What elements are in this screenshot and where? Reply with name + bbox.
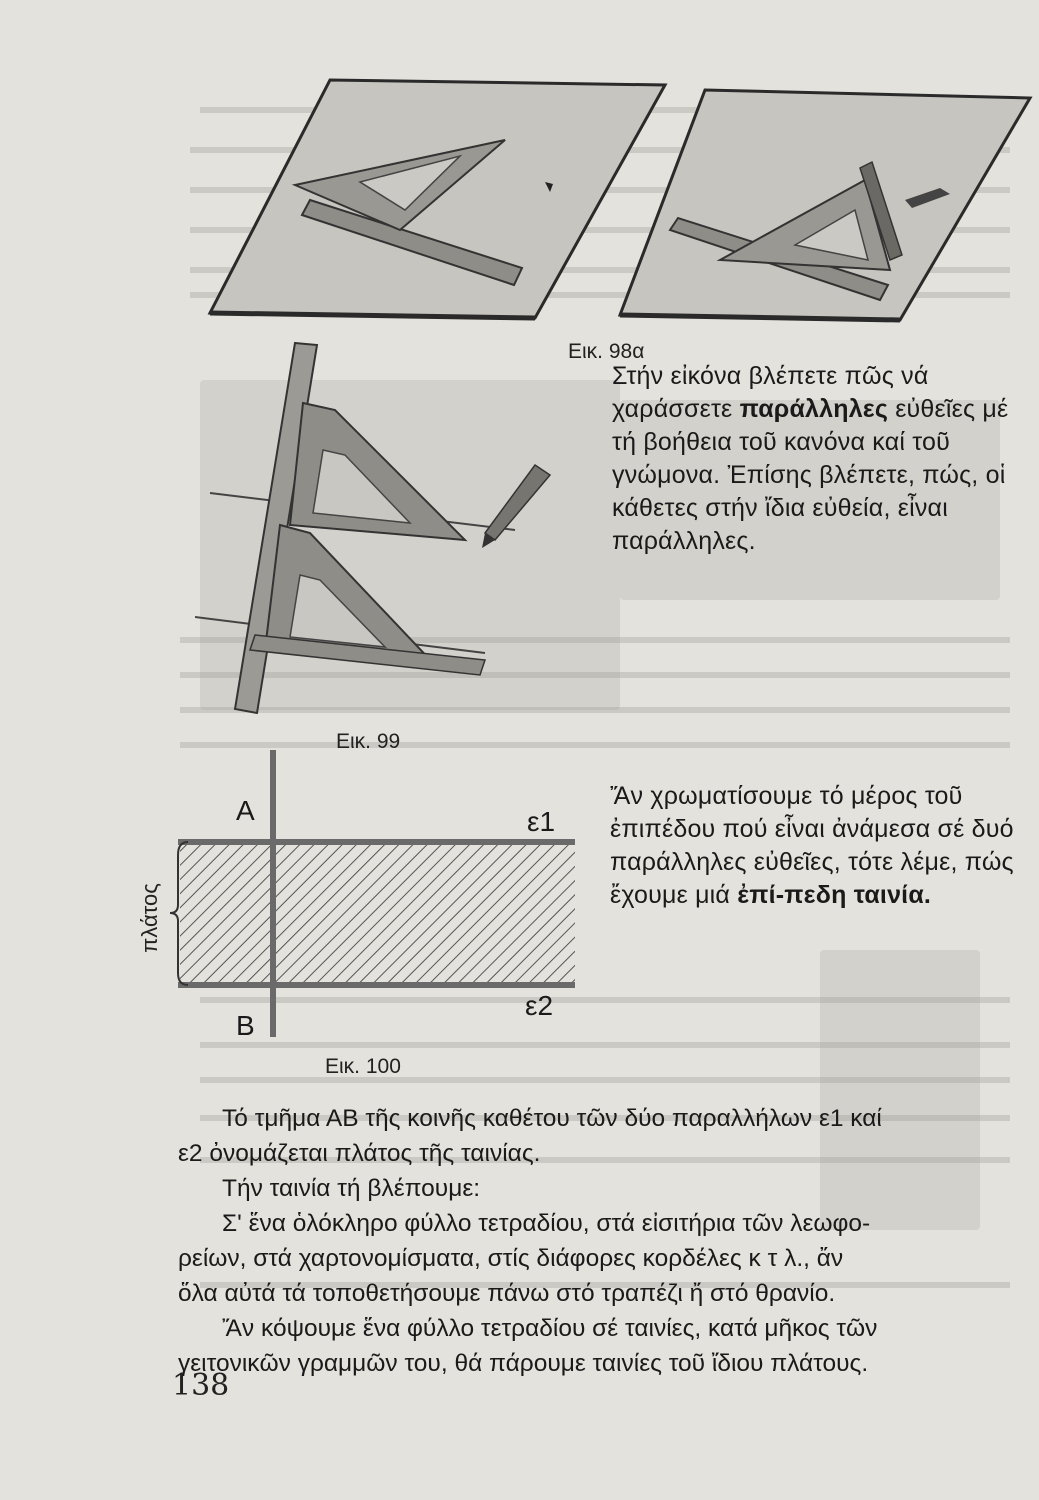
- paragraph-plane-strip: [610, 780, 1030, 912]
- figure-99-caption: Εικ. 99: [336, 730, 401, 753]
- page-number: 138: [172, 1368, 230, 1403]
- body-line-4: Σ' ἕνα ὁλόκληρο φύλλο τετραδίου, στά εἰσιτήρια τῶν λεωφο-: [222, 1210, 871, 1237]
- body-line-5: ρείων, στά χαρτονομίσματα, στίς διάφορες κορδέλες κ τ λ., ἄν: [178, 1245, 844, 1272]
- paragraph-1-bold-term: παράλληλες: [739, 395, 889, 423]
- width-label: πλάτος: [137, 883, 162, 953]
- figure-99-drawing: [195, 335, 565, 720]
- paragraph-2-bold-term: ἐπί-πεδη ταινία.: [737, 881, 932, 909]
- paragraph-parallel-lines: [612, 360, 1037, 558]
- point-b-label: B: [236, 1010, 255, 1041]
- line-e2-label: ε2: [525, 990, 554, 1021]
- paragraph-1-text-end: εὐθεῖες μέ τή βοήθεια τοῦ κανόνα καί τοῦ γνώμονα. Ἐπίσης βλέπετε, πώς, οἱ κάθετες στήν ἴδια εὐθεία, εἶναι παράλληλες.: [612, 395, 1009, 555]
- figure-100-caption: Εικ. 100: [325, 1055, 401, 1078]
- body-line-8: γειτονικῶν γραμμῶν του, θά πάρουμε ταινίες τοῦ ἴδιου πλάτους.: [178, 1350, 869, 1377]
- body-line-2: ε2 ὀνομάζεται πλάτος τῆς ταινίας.: [178, 1140, 541, 1167]
- line-e1-label: ε1: [527, 806, 556, 837]
- body-line-7: Ἄν κόψουμε ἕνα φύλλο τετραδίου σέ ταινίες, κατά μῆκος τῶν: [222, 1315, 878, 1342]
- figure-98a-drawing: [200, 70, 1039, 350]
- body-line-1: Τό τμῆμα ΑΒ τῆς κοινῆς καθέτου τῶν δύο παραλλήλων ε1 καί: [222, 1105, 882, 1132]
- figure-98a-caption: Εικ. 98α: [568, 340, 645, 363]
- body-line-3: Τήν ταινία τή βλέπουμε:: [222, 1175, 481, 1202]
- body-line-6: ὅλα αὐτά τά τοποθετήσουμε πάνω στό τραπέζι ἤ στό θρανίο.: [178, 1280, 836, 1307]
- paragraph-1-text-start: Στήν εἰκόνα βλέπετε πῶς νά χαράσσετε: [612, 362, 929, 423]
- point-a-label: A: [236, 795, 255, 826]
- paragraph-2-text: Ἄν χρωματίσουμε τό μέρος τοῦ ἐπιπέδου πού εἶναι ἀνάμεσα σέ δυό παράλληλες εὐθεῖες, τότε λέμε, πώς ἔχουμε μιά: [610, 782, 1014, 909]
